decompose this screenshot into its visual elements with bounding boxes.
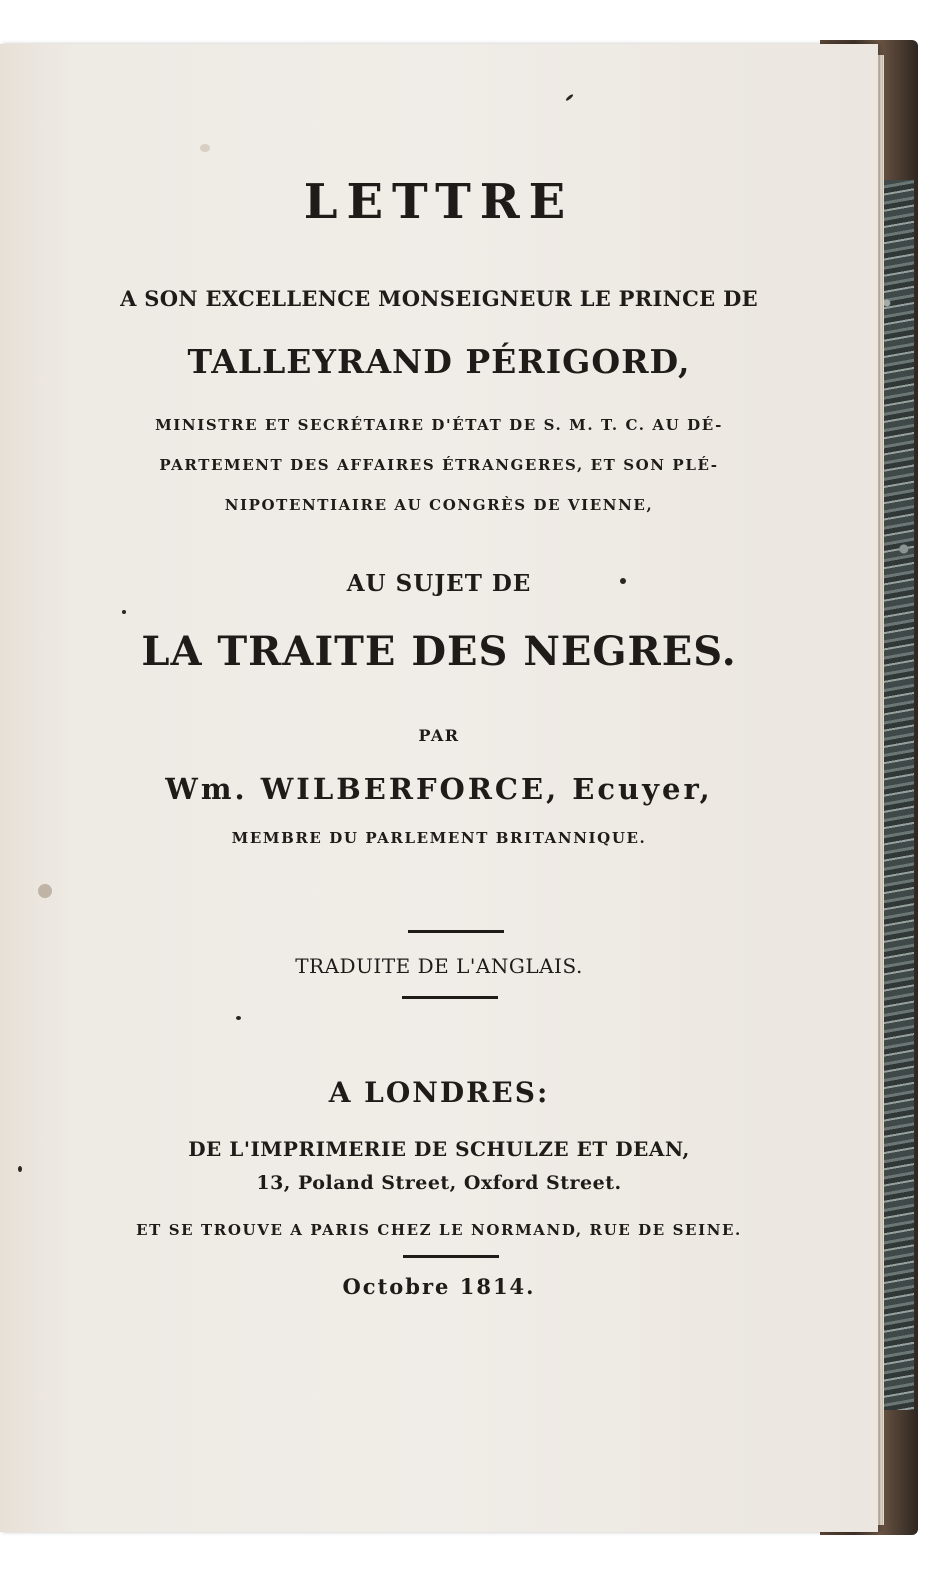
paris-seller-note: ET SE TROUVE A PARIS CHEZ LE NORMAND, RUE DE SEINE. <box>136 1221 742 1239</box>
ministry-line-2: PARTEMENT DES AFFAIRES ÉTRANGERES, ET SON PLÉ- <box>159 456 719 474</box>
ink-speck <box>122 610 126 614</box>
author-title: MEMBRE DU PARLEMENT BRITANNIQUE. <box>231 829 647 847</box>
ministry-line-3: NIPOTENTIAIRE AU CONGRÈS DE VIENNE, <box>224 496 654 514</box>
dedication-line: A SON EXCELLENCE MONSEIGNEUR LE PRINCE DE <box>120 286 758 311</box>
translation-note: TRADUITE DE L'ANGLAIS. <box>295 954 583 978</box>
ministry-line-1: MINISTRE ET SECRÉTAIRE D'ÉTAT DE S. M. T. C. AU DÉ- <box>155 416 723 434</box>
foxing-spot <box>38 884 52 898</box>
imprint-place: A LONDRES: <box>328 1076 550 1109</box>
divider-rule <box>402 996 498 999</box>
subject-intro: AU SUJET DE <box>346 570 532 597</box>
divider-rule <box>403 1255 499 1258</box>
book-title: LETTRE <box>303 174 575 230</box>
subject-title: LA TRAITE DES NEGRES. <box>141 628 737 675</box>
ink-speck <box>620 578 626 584</box>
divider-rule <box>408 930 504 933</box>
publication-date: Octobre 1814. <box>342 1274 536 1299</box>
marbled-cover-edge <box>880 180 914 1410</box>
by-line: PAR <box>418 726 460 745</box>
recipient-name: TALLEYRAND PÉRIGORD, <box>187 342 691 381</box>
author-name: Wm. WILBERFORCE, Ecuyer, <box>165 772 713 806</box>
foxing-spot <box>200 144 210 152</box>
ink-speck <box>18 1166 22 1172</box>
imprint-address: 13, Poland Street, Oxford Street. <box>256 1172 622 1194</box>
title-page <box>0 44 878 1532</box>
imprint-printer: DE L'IMPRIMERIE DE SCHULZE ET DEAN, <box>188 1137 690 1161</box>
ink-speck <box>565 93 574 101</box>
ink-speck <box>236 1016 241 1020</box>
